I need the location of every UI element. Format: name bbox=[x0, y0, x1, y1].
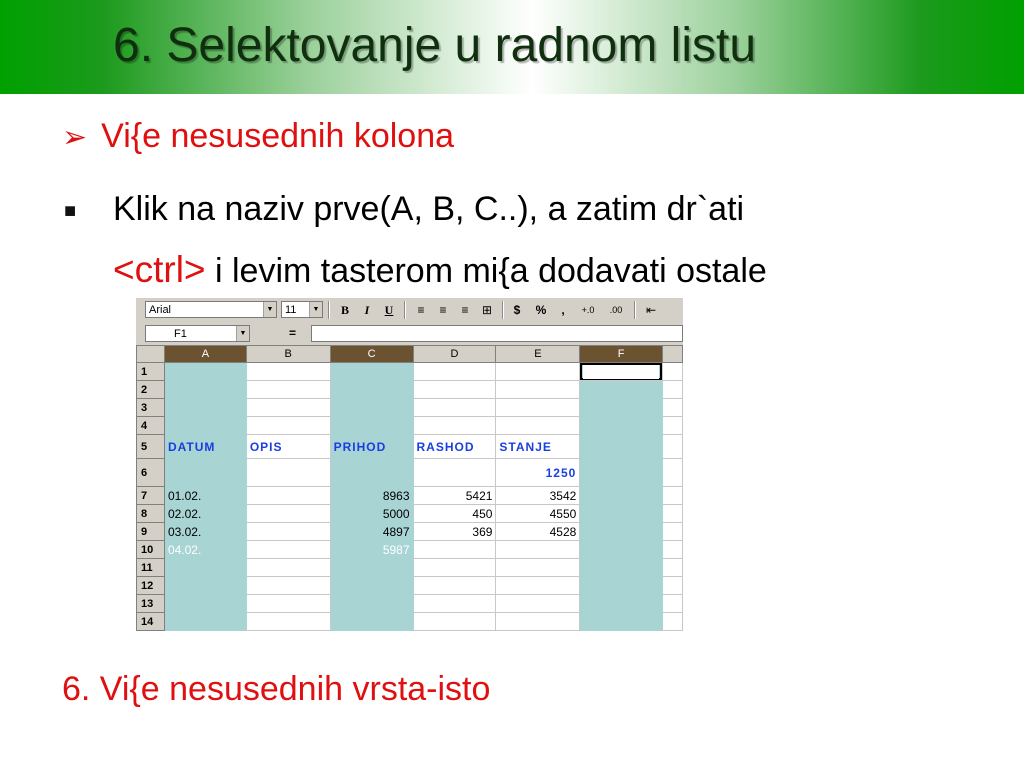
table-row bbox=[137, 417, 683, 435]
cell[interactable] bbox=[580, 505, 663, 523]
table-row bbox=[137, 435, 683, 459]
cell[interactable] bbox=[580, 487, 663, 505]
cell-balance[interactable]: 4528 bbox=[496, 523, 580, 541]
cell-income[interactable]: 5000 bbox=[330, 505, 413, 523]
cell[interactable] bbox=[164, 459, 246, 487]
cell[interactable] bbox=[663, 417, 683, 435]
row-header[interactable]: 7 bbox=[137, 487, 165, 505]
formula-input[interactable] bbox=[311, 325, 683, 342]
cell-prihod[interactable]: PRIHOD bbox=[330, 435, 413, 459]
comma-style-button[interactable]: , bbox=[561, 303, 565, 317]
bullet2-line2-rest: i levim tasterom mi{a dodavati ostale bbox=[205, 252, 767, 290]
bullet-multiple-columns bbox=[62, 117, 454, 156]
cell[interactable] bbox=[663, 381, 683, 399]
cell[interactable] bbox=[246, 613, 330, 631]
cell[interactable] bbox=[164, 363, 246, 381]
cell[interactable] bbox=[246, 505, 330, 523]
cell[interactable] bbox=[246, 559, 330, 577]
equals-sign[interactable]: = bbox=[289, 326, 297, 340]
decrease-decimal-icon[interactable]: .00 bbox=[609, 305, 623, 315]
cell-balance[interactable]: 4550 bbox=[496, 505, 580, 523]
ctrl-key-text: <ctrl> bbox=[113, 249, 206, 290]
cell[interactable] bbox=[164, 595, 246, 613]
cell[interactable] bbox=[246, 577, 330, 595]
cell[interactable] bbox=[164, 417, 246, 435]
cell[interactable] bbox=[663, 399, 683, 417]
cell-date[interactable]: 01.02. bbox=[164, 487, 246, 505]
cell[interactable] bbox=[663, 577, 683, 595]
spreadsheet-screenshot bbox=[136, 298, 683, 664]
formula-bar bbox=[136, 323, 683, 346]
toolbar-separator bbox=[502, 301, 504, 319]
cell[interactable] bbox=[663, 613, 683, 631]
cell[interactable] bbox=[663, 487, 683, 505]
cell[interactable] bbox=[496, 417, 580, 435]
cell[interactable] bbox=[496, 577, 580, 595]
table-row bbox=[137, 559, 683, 577]
cell[interactable] bbox=[580, 559, 663, 577]
cell[interactable] bbox=[330, 363, 413, 381]
cell[interactable] bbox=[164, 399, 246, 417]
cell[interactable] bbox=[413, 613, 496, 631]
align-right-icon[interactable]: ≡ bbox=[461, 303, 469, 317]
cell[interactable] bbox=[413, 595, 496, 613]
table-row bbox=[137, 541, 683, 559]
cell[interactable] bbox=[413, 541, 496, 559]
active-cell[interactable] bbox=[580, 363, 663, 381]
cell[interactable] bbox=[164, 577, 246, 595]
cell-date[interactable]: 03.02. bbox=[164, 523, 246, 541]
cell[interactable] bbox=[580, 459, 663, 487]
cell[interactable] bbox=[580, 435, 663, 459]
table-row bbox=[137, 399, 683, 417]
row-header[interactable]: 12 bbox=[137, 577, 165, 595]
arrow-bullet-icon: ➢ bbox=[62, 121, 88, 154]
bullet1-text: Vi{e nesusednih kolona bbox=[101, 117, 455, 155]
cell[interactable] bbox=[330, 559, 413, 577]
cell-income[interactable]: 4897 bbox=[330, 523, 413, 541]
row-header[interactable]: 3 bbox=[137, 399, 165, 417]
font-name-value: Arial bbox=[149, 304, 172, 316]
toolbar-separator bbox=[634, 301, 636, 319]
cell[interactable] bbox=[663, 559, 683, 577]
cell[interactable] bbox=[663, 435, 683, 459]
cell[interactable] bbox=[496, 559, 580, 577]
cell[interactable] bbox=[330, 613, 413, 631]
cell[interactable] bbox=[330, 381, 413, 399]
row-header[interactable]: 1 bbox=[137, 363, 165, 381]
align-center-icon[interactable]: ≡ bbox=[439, 303, 447, 317]
slide-title: 6. Selektovanje u radnom listu bbox=[113, 19, 757, 72]
cell[interactable] bbox=[413, 577, 496, 595]
cell[interactable] bbox=[164, 381, 246, 399]
cell-expense[interactable]: 450 bbox=[413, 505, 496, 523]
column-header-e[interactable]: E bbox=[496, 346, 580, 363]
column-header-c[interactable]: C bbox=[330, 346, 413, 363]
row-header[interactable]: 14 bbox=[137, 613, 165, 631]
cell[interactable] bbox=[496, 381, 580, 399]
table-row bbox=[137, 613, 683, 631]
cell-date[interactable]: 02.02. bbox=[164, 505, 246, 523]
table-row bbox=[137, 505, 683, 523]
table-row bbox=[137, 595, 683, 613]
row-header[interactable]: 8 bbox=[137, 505, 165, 523]
cell[interactable] bbox=[246, 417, 330, 435]
cell[interactable] bbox=[580, 523, 663, 541]
column-header-f[interactable]: F bbox=[580, 346, 663, 363]
cell[interactable] bbox=[580, 381, 663, 399]
table-row bbox=[137, 363, 683, 381]
name-box-value: F1 bbox=[174, 328, 187, 340]
cell[interactable] bbox=[413, 363, 496, 381]
row-header[interactable]: 9 bbox=[137, 523, 165, 541]
font-name-box[interactable] bbox=[145, 301, 277, 318]
cell[interactable] bbox=[663, 541, 683, 559]
column-header-a[interactable]: A bbox=[164, 346, 246, 363]
cell[interactable] bbox=[246, 381, 330, 399]
cell[interactable] bbox=[663, 505, 683, 523]
row-header[interactable]: 10 bbox=[137, 541, 165, 559]
select-all-corner[interactable] bbox=[137, 346, 165, 363]
cell[interactable] bbox=[164, 559, 246, 577]
cell[interactable] bbox=[330, 417, 413, 435]
cell[interactable] bbox=[330, 595, 413, 613]
formatting-toolbar bbox=[136, 298, 683, 324]
square-bullet-icon: ■ bbox=[64, 200, 77, 222]
cell[interactable] bbox=[330, 399, 413, 417]
row-header[interactable]: 2 bbox=[137, 381, 165, 399]
row-header[interactable]: 11 bbox=[137, 559, 165, 577]
currency-button[interactable]: $ bbox=[513, 303, 521, 317]
column-header-row bbox=[137, 346, 683, 363]
chevron-down-icon[interactable]: ▼ bbox=[263, 302, 276, 317]
decrease-indent-icon[interactable]: ⇤ bbox=[645, 303, 657, 317]
name-box[interactable] bbox=[145, 325, 250, 342]
bold-button[interactable]: B bbox=[340, 303, 349, 317]
cell[interactable] bbox=[496, 613, 580, 631]
cell[interactable] bbox=[246, 541, 330, 559]
font-size-box[interactable] bbox=[281, 301, 323, 318]
cell[interactable] bbox=[580, 595, 663, 613]
cell[interactable] bbox=[330, 577, 413, 595]
table-row bbox=[137, 487, 683, 505]
column-header-b[interactable]: B bbox=[246, 346, 330, 363]
table-row bbox=[137, 459, 683, 487]
cell[interactable] bbox=[246, 595, 330, 613]
italic-button[interactable]: I bbox=[364, 303, 370, 317]
cell[interactable] bbox=[164, 613, 246, 631]
cell[interactable] bbox=[496, 399, 580, 417]
cell[interactable] bbox=[663, 363, 683, 381]
cell-datum[interactable]: DATUM bbox=[164, 435, 246, 459]
row-header[interactable]: 5 bbox=[137, 435, 165, 459]
cell[interactable] bbox=[246, 487, 330, 505]
cell[interactable] bbox=[413, 559, 496, 577]
percent-button[interactable]: % bbox=[535, 303, 547, 317]
cell-rashod[interactable]: RASHOD bbox=[413, 435, 496, 459]
cell[interactable] bbox=[496, 595, 580, 613]
cell[interactable] bbox=[663, 459, 683, 487]
cell-date[interactable]: 04.02. bbox=[164, 541, 246, 559]
row-header[interactable]: 13 bbox=[137, 595, 165, 613]
chevron-down-icon[interactable]: ▼ bbox=[309, 302, 322, 317]
table-row bbox=[137, 577, 683, 595]
cell[interactable] bbox=[663, 595, 683, 613]
column-header-g[interactable] bbox=[663, 346, 683, 363]
cell[interactable] bbox=[413, 399, 496, 417]
font-size-value: 11 bbox=[285, 304, 297, 316]
table-row bbox=[137, 523, 683, 541]
cell[interactable] bbox=[413, 459, 496, 487]
cell[interactable] bbox=[580, 577, 663, 595]
table-row bbox=[137, 381, 683, 399]
cell[interactable] bbox=[496, 541, 580, 559]
cell[interactable] bbox=[413, 417, 496, 435]
toolbar-separator bbox=[328, 301, 330, 319]
cell[interactable] bbox=[580, 417, 663, 435]
cell-balance[interactable]: 3542 bbox=[496, 487, 580, 505]
cell-initial-balance[interactable]: 1250 bbox=[496, 459, 580, 487]
cell-stanje[interactable]: STANJE bbox=[496, 435, 580, 459]
cell[interactable] bbox=[246, 459, 330, 487]
cell[interactable] bbox=[246, 523, 330, 541]
cell-expense[interactable]: 369 bbox=[413, 523, 496, 541]
cell-grid bbox=[136, 345, 683, 631]
column-header-d[interactable]: D bbox=[413, 346, 496, 363]
cell[interactable] bbox=[496, 363, 580, 381]
cell[interactable] bbox=[663, 523, 683, 541]
bullet-multiple-rows: 6. Vi{e nesusednih vrsta-isto bbox=[62, 670, 491, 708]
underline-button[interactable]: U bbox=[384, 303, 394, 317]
row-header[interactable]: 4 bbox=[137, 417, 165, 435]
merge-center-icon[interactable]: ⊞ bbox=[481, 303, 493, 317]
cell-income[interactable]: 5987 bbox=[330, 541, 413, 559]
cell[interactable] bbox=[246, 399, 330, 417]
cell[interactable] bbox=[413, 381, 496, 399]
cell[interactable] bbox=[580, 541, 663, 559]
cell-opis[interactable]: OPIS bbox=[246, 435, 330, 459]
cell[interactable] bbox=[580, 613, 663, 631]
cell[interactable] bbox=[330, 459, 413, 487]
toolbar-separator bbox=[404, 301, 406, 319]
bullet2-line1: Klik na naziv prve(A, B, C..), a zatim dr`ati bbox=[113, 190, 745, 228]
cell[interactable] bbox=[580, 399, 663, 417]
cell-income[interactable]: 8963 bbox=[330, 487, 413, 505]
align-left-icon[interactable]: ≡ bbox=[417, 303, 425, 317]
bullet2-line2 bbox=[113, 249, 767, 291]
cell[interactable] bbox=[246, 363, 330, 381]
increase-decimal-icon[interactable]: +.0 bbox=[581, 305, 595, 315]
title-bar bbox=[0, 0, 1024, 94]
cell-expense[interactable]: 5421 bbox=[413, 487, 496, 505]
chevron-down-icon[interactable]: ▼ bbox=[236, 326, 249, 341]
row-header[interactable]: 6 bbox=[137, 459, 165, 487]
